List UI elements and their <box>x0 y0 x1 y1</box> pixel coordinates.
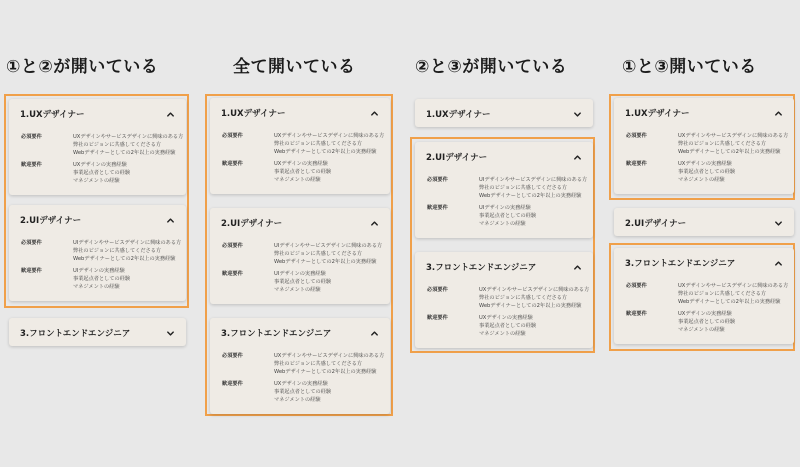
requirement-line: Webデザイナーとしての2年以上の実務経験 <box>678 149 781 155</box>
requirement-line: UXデザインやサービスデザインに興味のある方 <box>678 283 789 289</box>
welcome-line: マネジメントの経験 <box>678 327 725 333</box>
accordion-header[interactable] <box>614 208 794 238</box>
requirement-label: 必須要件 <box>222 243 243 249</box>
accordion-title: 2.UIデザイナー <box>625 219 687 229</box>
welcome-line: UXデザインの実務経験 <box>274 381 328 387</box>
requirement-line: Webデザイナーとしての2年以上の実務経験 <box>274 369 377 375</box>
accordion-header[interactable] <box>210 208 390 238</box>
chevron-down-icon[interactable] <box>572 109 582 119</box>
accordion-header[interactable] <box>210 318 390 348</box>
requirement-line: Webデザイナーとしての2年以上の実務経験 <box>73 150 176 156</box>
welcome-line: マネジメントの経験 <box>73 178 120 184</box>
welcome-line: マネジメントの経験 <box>274 177 321 183</box>
accordion-ux <box>210 98 390 194</box>
welcome-line: 事業起点者としての経験 <box>678 169 736 175</box>
welcome-label: 歓迎要件 <box>427 315 448 321</box>
welcome-line: UXデザインの実務経験 <box>678 161 732 167</box>
column-title: 全て開いている <box>233 57 356 77</box>
welcome-line: UIデザインの実務経験 <box>73 268 125 274</box>
chevron-up-icon[interactable] <box>773 258 783 268</box>
requirement-text <box>73 239 181 263</box>
welcome-line: マネジメントの経験 <box>678 177 725 183</box>
requirement-line: Webデザイナーとしての2年以上の実務経験 <box>274 259 377 265</box>
requirement-line: UIデザインやサービスデザインに興味のある方 <box>73 240 182 246</box>
accordion-title: 3.フロントエンドエンジニア <box>221 329 332 339</box>
accordion-title: 3.フロントエンドエンジニア <box>20 329 131 339</box>
welcome-label: 歓迎要件 <box>21 268 42 274</box>
accordion-title: 1.UXデザイナー <box>426 110 491 120</box>
requirement-line: UXデザインやサービスデザインに興味のある方 <box>479 287 590 293</box>
accordion-ui <box>210 208 390 304</box>
welcome-text <box>479 314 536 338</box>
chevron-up-icon[interactable] <box>572 152 582 162</box>
welcome-line: 事業起点者としての経験 <box>479 323 537 329</box>
requirement-text <box>479 286 589 310</box>
accordion-title: 2.UIデザイナー <box>426 153 488 163</box>
welcome-text <box>678 310 735 334</box>
requirement-text <box>73 133 183 157</box>
requirement-line: UXデザインやサービスデザインに興味のある方 <box>274 353 385 359</box>
welcome-line: 事業起点者としての経験 <box>274 389 332 395</box>
requirement-line: 弊社のビジョンに共感してくださる方 <box>73 142 162 148</box>
welcome-text <box>274 380 331 404</box>
chevron-up-icon[interactable] <box>165 109 175 119</box>
requirement-line: 弊社のビジョンに共感してくださる方 <box>274 141 363 147</box>
welcome-line: 事業起点者としての経験 <box>73 276 131 282</box>
chevron-down-icon[interactable] <box>165 328 175 338</box>
requirement-line: Webデザイナーとしての2年以上の実務経験 <box>274 149 377 155</box>
welcome-label: 歓迎要件 <box>626 311 647 317</box>
accordion-body <box>210 352 390 414</box>
accordion-fe <box>415 252 593 348</box>
welcome-line: マネジメントの経験 <box>479 221 526 227</box>
chevron-up-icon[interactable] <box>572 262 582 272</box>
welcome-text <box>274 160 331 184</box>
welcome-line: マネジメントの経験 <box>479 331 526 337</box>
welcome-line: マネジメントの経験 <box>73 284 120 290</box>
accordion-body <box>614 132 794 194</box>
column-title: ①と②が開いている <box>6 57 159 77</box>
accordion-header[interactable] <box>614 248 794 278</box>
requirement-text <box>678 282 788 306</box>
welcome-label: 歓迎要件 <box>222 161 243 167</box>
chevron-up-icon[interactable] <box>369 218 379 228</box>
accordion-body <box>9 133 186 195</box>
accordion-ux <box>9 99 186 195</box>
requirement-line: UIデザインやサービスデザインに興味のある方 <box>479 177 588 183</box>
accordion-body <box>9 239 186 301</box>
welcome-label: 歓迎要件 <box>626 161 647 167</box>
accordion-header[interactable] <box>9 205 186 235</box>
welcome-line: 事業起点者としての経験 <box>678 319 736 325</box>
column-title: ②と③が開いている <box>415 57 568 77</box>
chevron-up-icon[interactable] <box>165 215 175 225</box>
requirement-line: Webデザイナーとしての2年以上の実務経験 <box>479 193 582 199</box>
welcome-line: 事業起点者としての経験 <box>73 170 131 176</box>
requirement-line: 弊社のビジョンに共感してくださる方 <box>678 291 767 297</box>
accordion-fe <box>614 248 794 344</box>
welcome-line: UXデザインの実務経験 <box>678 311 732 317</box>
welcome-line: マネジメントの経験 <box>274 397 321 403</box>
chevron-up-icon[interactable] <box>773 108 783 118</box>
requirement-line: 弊社のビジョンに共感してくださる方 <box>479 185 568 191</box>
welcome-text <box>73 161 130 185</box>
accordion-title: 3.フロントエンドエンジニア <box>426 263 537 273</box>
accordion-title: 2.UIデザイナー <box>20 216 82 226</box>
column-title: ①と③開いている <box>622 57 757 77</box>
accordion-ux <box>614 98 794 194</box>
requirement-line: Webデザイナーとしての2年以上の実務経験 <box>73 256 176 262</box>
accordion-ui <box>9 205 186 301</box>
accordion-header[interactable] <box>415 252 593 282</box>
requirement-label: 必須要件 <box>427 287 448 293</box>
welcome-text <box>73 267 130 291</box>
requirement-text <box>274 132 384 156</box>
accordion-ux <box>415 99 593 127</box>
requirement-line: 弊社のビジョンに共感してくださる方 <box>73 248 162 254</box>
accordion-fe <box>210 318 390 414</box>
welcome-line: UIデザインの実務経験 <box>479 205 531 211</box>
accordion-title: 1.UXデザイナー <box>221 109 286 119</box>
requirement-line: UIデザインやサービスデザインに興味のある方 <box>274 243 383 249</box>
requirement-line: 弊社のビジョンに共感してくださる方 <box>274 251 363 257</box>
requirement-line: Webデザイナーとしての2年以上の実務経験 <box>678 299 781 305</box>
requirement-label: 必須要件 <box>21 240 42 246</box>
requirement-line: Webデザイナーとしての2年以上の実務経験 <box>479 303 582 309</box>
accordion-ui <box>415 142 593 238</box>
accordion-ui <box>614 208 794 236</box>
welcome-line: UXデザインの実務経験 <box>73 162 127 168</box>
accordion-title: 1.UXデザイナー <box>625 109 690 119</box>
requirement-line: UXデザインやサービスデザインに興味のある方 <box>73 134 184 140</box>
welcome-text <box>678 160 735 184</box>
welcome-label: 歓迎要件 <box>427 205 448 211</box>
accordion-body <box>614 282 794 344</box>
accordion-header[interactable] <box>415 99 593 129</box>
requirement-line: UXデザインやサービスデザインに興味のある方 <box>274 133 385 139</box>
welcome-line: UXデザインの実務経験 <box>274 161 328 167</box>
accordion-header[interactable] <box>210 98 390 128</box>
requirement-text <box>678 132 788 156</box>
welcome-line: UXデザインの実務経験 <box>479 315 533 321</box>
welcome-text <box>274 270 331 294</box>
accordion-body <box>415 176 593 238</box>
welcome-line: 事業起点者としての経験 <box>479 213 537 219</box>
accordion-title: 2.UIデザイナー <box>221 219 283 229</box>
accordion-header[interactable] <box>9 318 186 348</box>
requirement-label: 必須要件 <box>21 134 42 140</box>
accordion-body <box>210 132 390 194</box>
chevron-up-icon[interactable] <box>369 328 379 338</box>
accordion-body <box>415 286 593 348</box>
chevron-up-icon[interactable] <box>369 108 379 118</box>
chevron-down-icon[interactable] <box>773 218 783 228</box>
welcome-line: マネジメントの経験 <box>274 287 321 293</box>
accordion-body <box>210 242 390 304</box>
accordion-fe <box>9 318 186 346</box>
accordion-header[interactable] <box>9 99 186 129</box>
requirement-label: 必須要件 <box>222 133 243 139</box>
welcome-line: 事業起点者としての経験 <box>274 169 332 175</box>
requirement-label: 必須要件 <box>222 353 243 359</box>
requirement-label: 必須要件 <box>626 283 647 289</box>
requirement-label: 必須要件 <box>427 177 448 183</box>
welcome-text <box>479 204 536 228</box>
requirement-line: UXデザインやサービスデザインに興味のある方 <box>678 133 789 139</box>
requirement-text <box>274 242 382 266</box>
welcome-label: 歓迎要件 <box>222 271 243 277</box>
requirement-text <box>274 352 384 376</box>
requirement-line: 弊社のビジョンに共感してくださる方 <box>274 361 363 367</box>
accordion-title: 3.フロントエンドエンジニア <box>625 259 736 269</box>
welcome-label: 歓迎要件 <box>21 162 42 168</box>
requirement-text <box>479 176 587 200</box>
welcome-label: 歓迎要件 <box>222 381 243 387</box>
requirement-line: 弊社のビジョンに共感してくださる方 <box>479 295 568 301</box>
requirement-line: 弊社のビジョンに共感してくださる方 <box>678 141 767 147</box>
accordion-header[interactable] <box>415 142 593 172</box>
requirement-label: 必須要件 <box>626 133 647 139</box>
accordion-header[interactable] <box>614 98 794 128</box>
accordion-title: 1.UXデザイナー <box>20 110 85 120</box>
welcome-line: 事業起点者としての経験 <box>274 279 332 285</box>
welcome-line: UIデザインの実務経験 <box>274 271 326 277</box>
